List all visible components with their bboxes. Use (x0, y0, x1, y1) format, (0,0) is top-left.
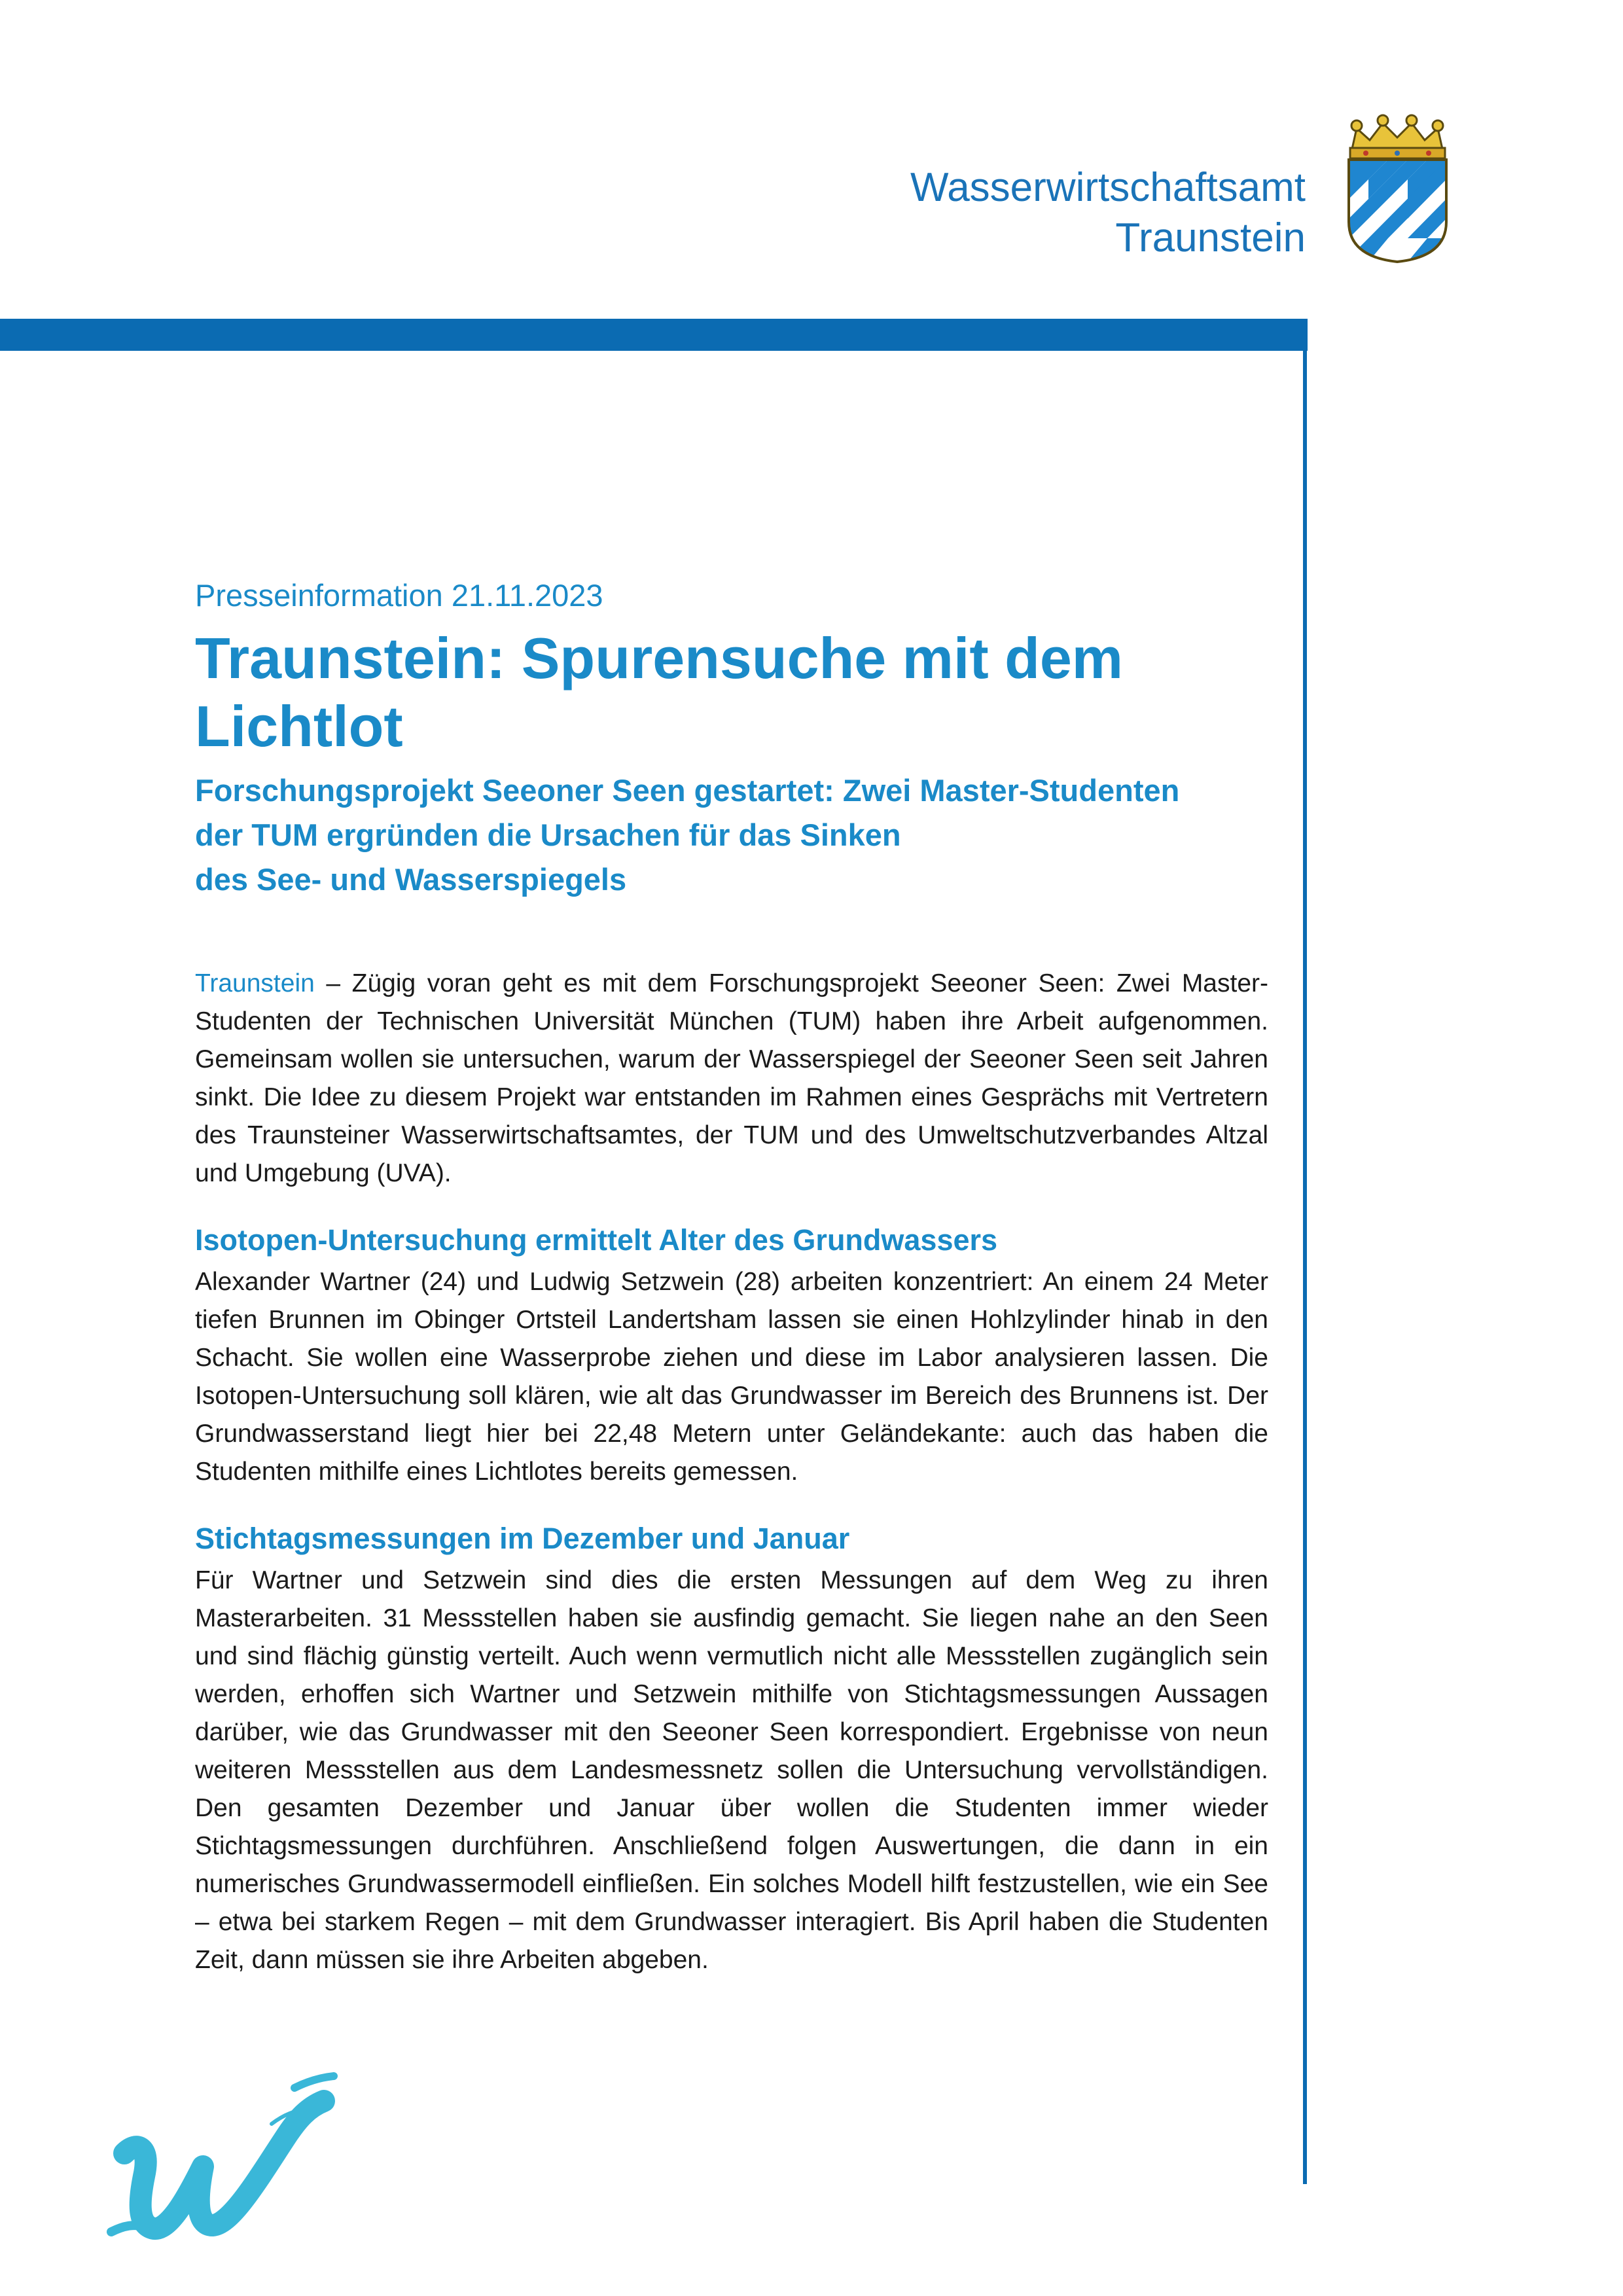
subtitle-line1: Forschungsprojekt Seeoner Seen gestartet: Zwei Master-Studenten (195, 773, 1180, 808)
page-subtitle (195, 768, 1268, 902)
side-accent-rule (1303, 319, 1307, 2184)
section-heading-isotopes: Isotopen-Untersuchung ermittelt Alter des Grundwassers (195, 1223, 998, 1257)
section-text-isotopes: Alexander Wartner (24) und Ludwig Setzwein (28) arbeiten konzentriert: An einem 24 Meter tiefen Brunnen im Obinger Ortsteil Landertsham lassen sie einen Hohlzylinder hinab in den Schacht. Sie wollen eine Wasserprobe ziehen und diese im Labor analysieren lassen. Die Isotopen-Untersuchung soll klären, wie alt das Grundwasser im Bereich des Brunnens ist. Der Grundwasserstand liegt hier bei 22,48 Metern unter Geländekante: auch das haben die Studenten mithilfe eines Lichtlotes bereits gemessen. (195, 1268, 1268, 1486)
press-release-date: Presseinformation 21.11.2023 (195, 578, 603, 613)
subtitle-line3: des See- und Wasserspiegels (195, 862, 627, 897)
org-name-line2: Traunstein (1115, 215, 1306, 260)
lead-paragraph (195, 965, 1268, 1193)
org-name-line1: Wasserwirtschaftsamt (910, 165, 1306, 210)
bavarian-coat-of-arms-icon (1344, 114, 1452, 264)
page-title: Traunstein: Spurensuche mit dem Lichtlot (195, 626, 1124, 759)
press-release-content (195, 576, 1268, 1979)
org-name (910, 162, 1306, 263)
subtitle-line2: der TUM ergründen die Ursachen für das Sinken (195, 817, 901, 852)
section-heading-measurements: Stichtagsmessungen im Dezember und Januar (195, 1522, 850, 1555)
header-accent-bar (0, 319, 1308, 351)
section-text-measurements: Für Wartner und Setzwein sind dies die ersten Messungen auf dem Weg zu ihren Masterarbeiten. 31 Messstellen haben sie ausfindig gemacht. Sie liegen nahe an den Seen und sind flächig günstig verteilt. Auch wenn vermutlich nicht alle Messstellen zugänglich sein werden, erhoffen sich Wartner und Setzwein mithilfe von Stichtagsmessungen Aussagen darüber, wie das Grundwasser mit den Seeoner Seen korrespondiert. Ergebnisse von neun weiteren Messstellen aus dem Landesmessnetz sollen die Untersuchung vervollständigen. Den gesamten Dezember und Januar über wollen die Studenten immer wieder Stichtagsmessungen durchführen. Anschließend folgen Auswertungen, die dann in ein numerisches Grundwassermodell einfließen. Ein solches Modell hilft festzustellen, wie ein See – etwa bei starkem Regen – mit dem Grundwasser interagiert. Bis April haben die Studenten Zeit, dann müssen sie ihre Arbeiten abgeben. (195, 1566, 1268, 1974)
lead-place: Traunstein (195, 969, 315, 997)
water-w-brushstroke-icon (98, 2062, 340, 2251)
lead-text: – Zügig voran geht es mit dem Forschungsprojekt Seeoner Seen: Zwei Master-Studenten der Technischen Universität München (TUM) haben ihre Arbeit aufgenommen. Gemeinsam wollen sie untersuchen, warum der Wasserspiegel der Seeoner Seen seit Jahren sinkt. Die Idee zu diesem Projekt war entstanden im Rahmen eines Gesprächs mit Vertretern des Traunsteiner Wasserwirtschaftsamtes, der TUM und des Umweltschutzverbandes Altzal und Umgebung (UVA). (195, 969, 1268, 1187)
